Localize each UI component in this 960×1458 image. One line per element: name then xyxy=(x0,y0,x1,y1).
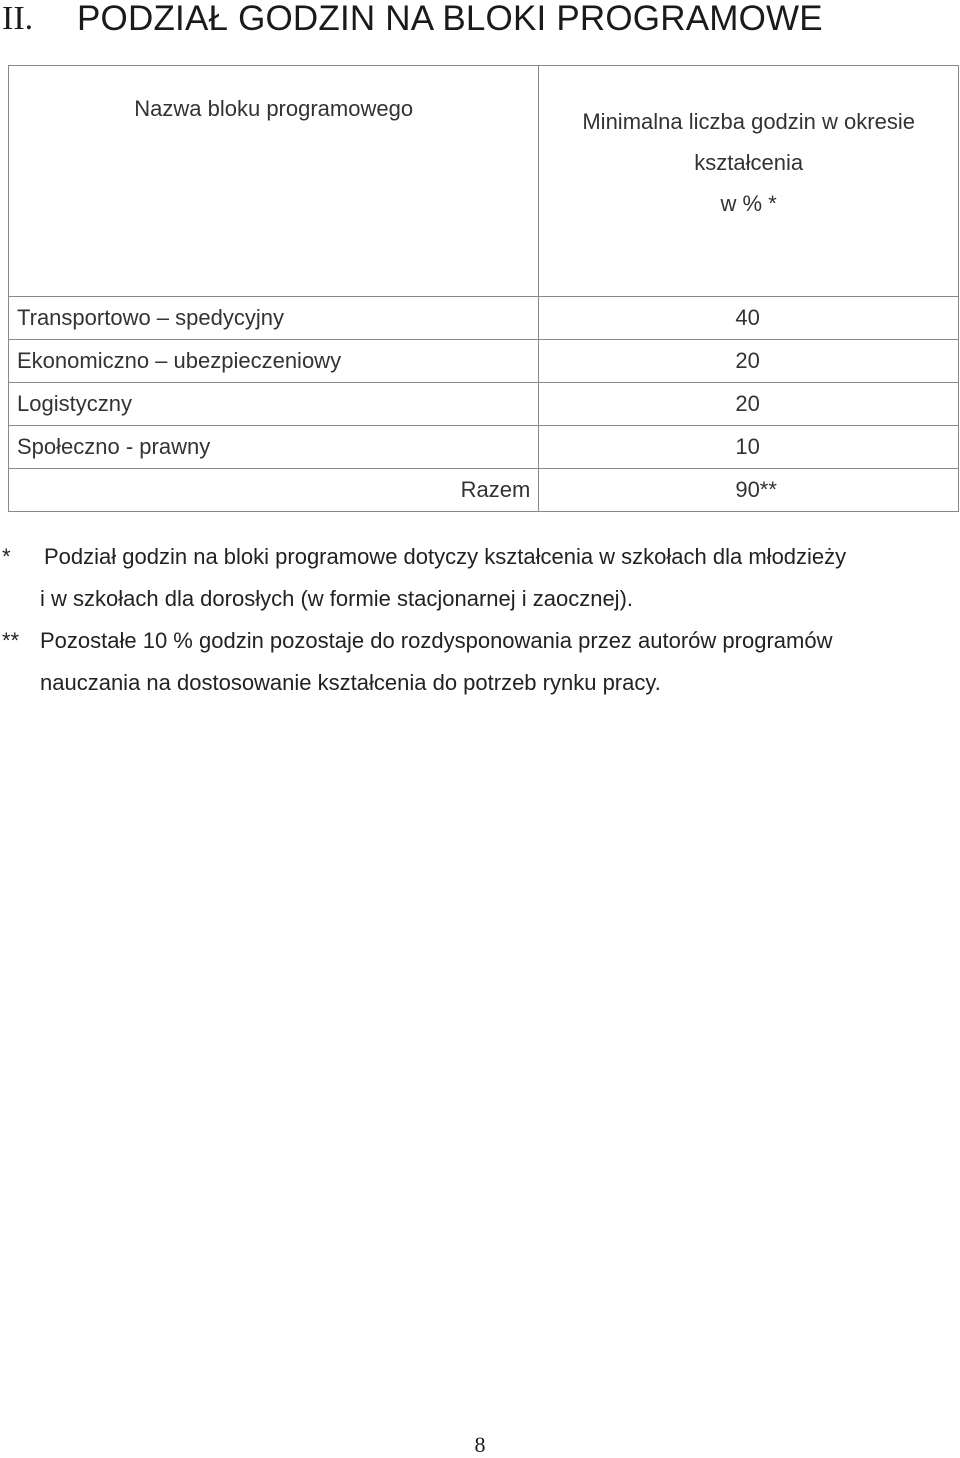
block-hours: 10 xyxy=(539,426,959,469)
footnotes xyxy=(0,536,960,704)
total-value: 90** xyxy=(539,469,959,512)
header-min-hours-line3: w % * xyxy=(720,191,777,216)
footnote-2-line2: nauczania na dostosowanie kształcenia do potrzeb rynku pracy. xyxy=(40,670,661,695)
section-heading xyxy=(0,0,823,38)
footnote-1 xyxy=(0,536,960,620)
table-row xyxy=(9,340,959,383)
header-min-hours-line2: kształcenia xyxy=(694,150,804,175)
footnote-1-line1: Podział godzin na bloki programowe dotyczy kształcenia w szkołach dla młodzieży xyxy=(44,544,847,569)
table-row xyxy=(9,297,959,340)
header-min-hours xyxy=(539,66,959,297)
footnote-2 xyxy=(0,620,960,704)
header-block-name-label: Nazwa bloku programowego xyxy=(134,96,414,121)
table-row xyxy=(9,383,959,426)
program-blocks-table xyxy=(8,65,959,512)
table-total-row xyxy=(9,469,959,512)
footnote-2-mark: ** xyxy=(2,628,20,653)
footnote-1-line2: i w szkołach dla dorosłych (w formie stacjonarnej i zaocznej). xyxy=(40,586,634,611)
footnote-2-line1: Pozostałe 10 % godzin pozostaje do rozdysponowania przez autorów programów xyxy=(40,628,833,653)
page-number: 8 xyxy=(474,1432,486,1457)
header-block-name xyxy=(9,66,539,297)
header-min-hours-line1: Minimalna liczba godzin w okresie xyxy=(582,109,915,134)
total-label: Razem xyxy=(9,469,539,512)
section-title: PODZIAŁ GODZIN NA BLOKI PROGRAMOWE xyxy=(77,0,823,38)
block-name: Społeczno - prawny xyxy=(9,426,539,469)
section-number: II. xyxy=(2,0,34,37)
footnote-1-mark: * xyxy=(2,544,11,569)
table-header-row xyxy=(9,66,959,297)
table-row xyxy=(9,426,959,469)
block-name: Transportowo – spedycyjny xyxy=(9,297,539,340)
block-name: Logistyczny xyxy=(9,383,539,426)
block-hours: 40 xyxy=(539,297,959,340)
block-name: Ekonomiczno – ubezpieczeniowy xyxy=(9,340,539,383)
block-hours: 20 xyxy=(539,340,959,383)
block-hours: 20 xyxy=(539,383,959,426)
